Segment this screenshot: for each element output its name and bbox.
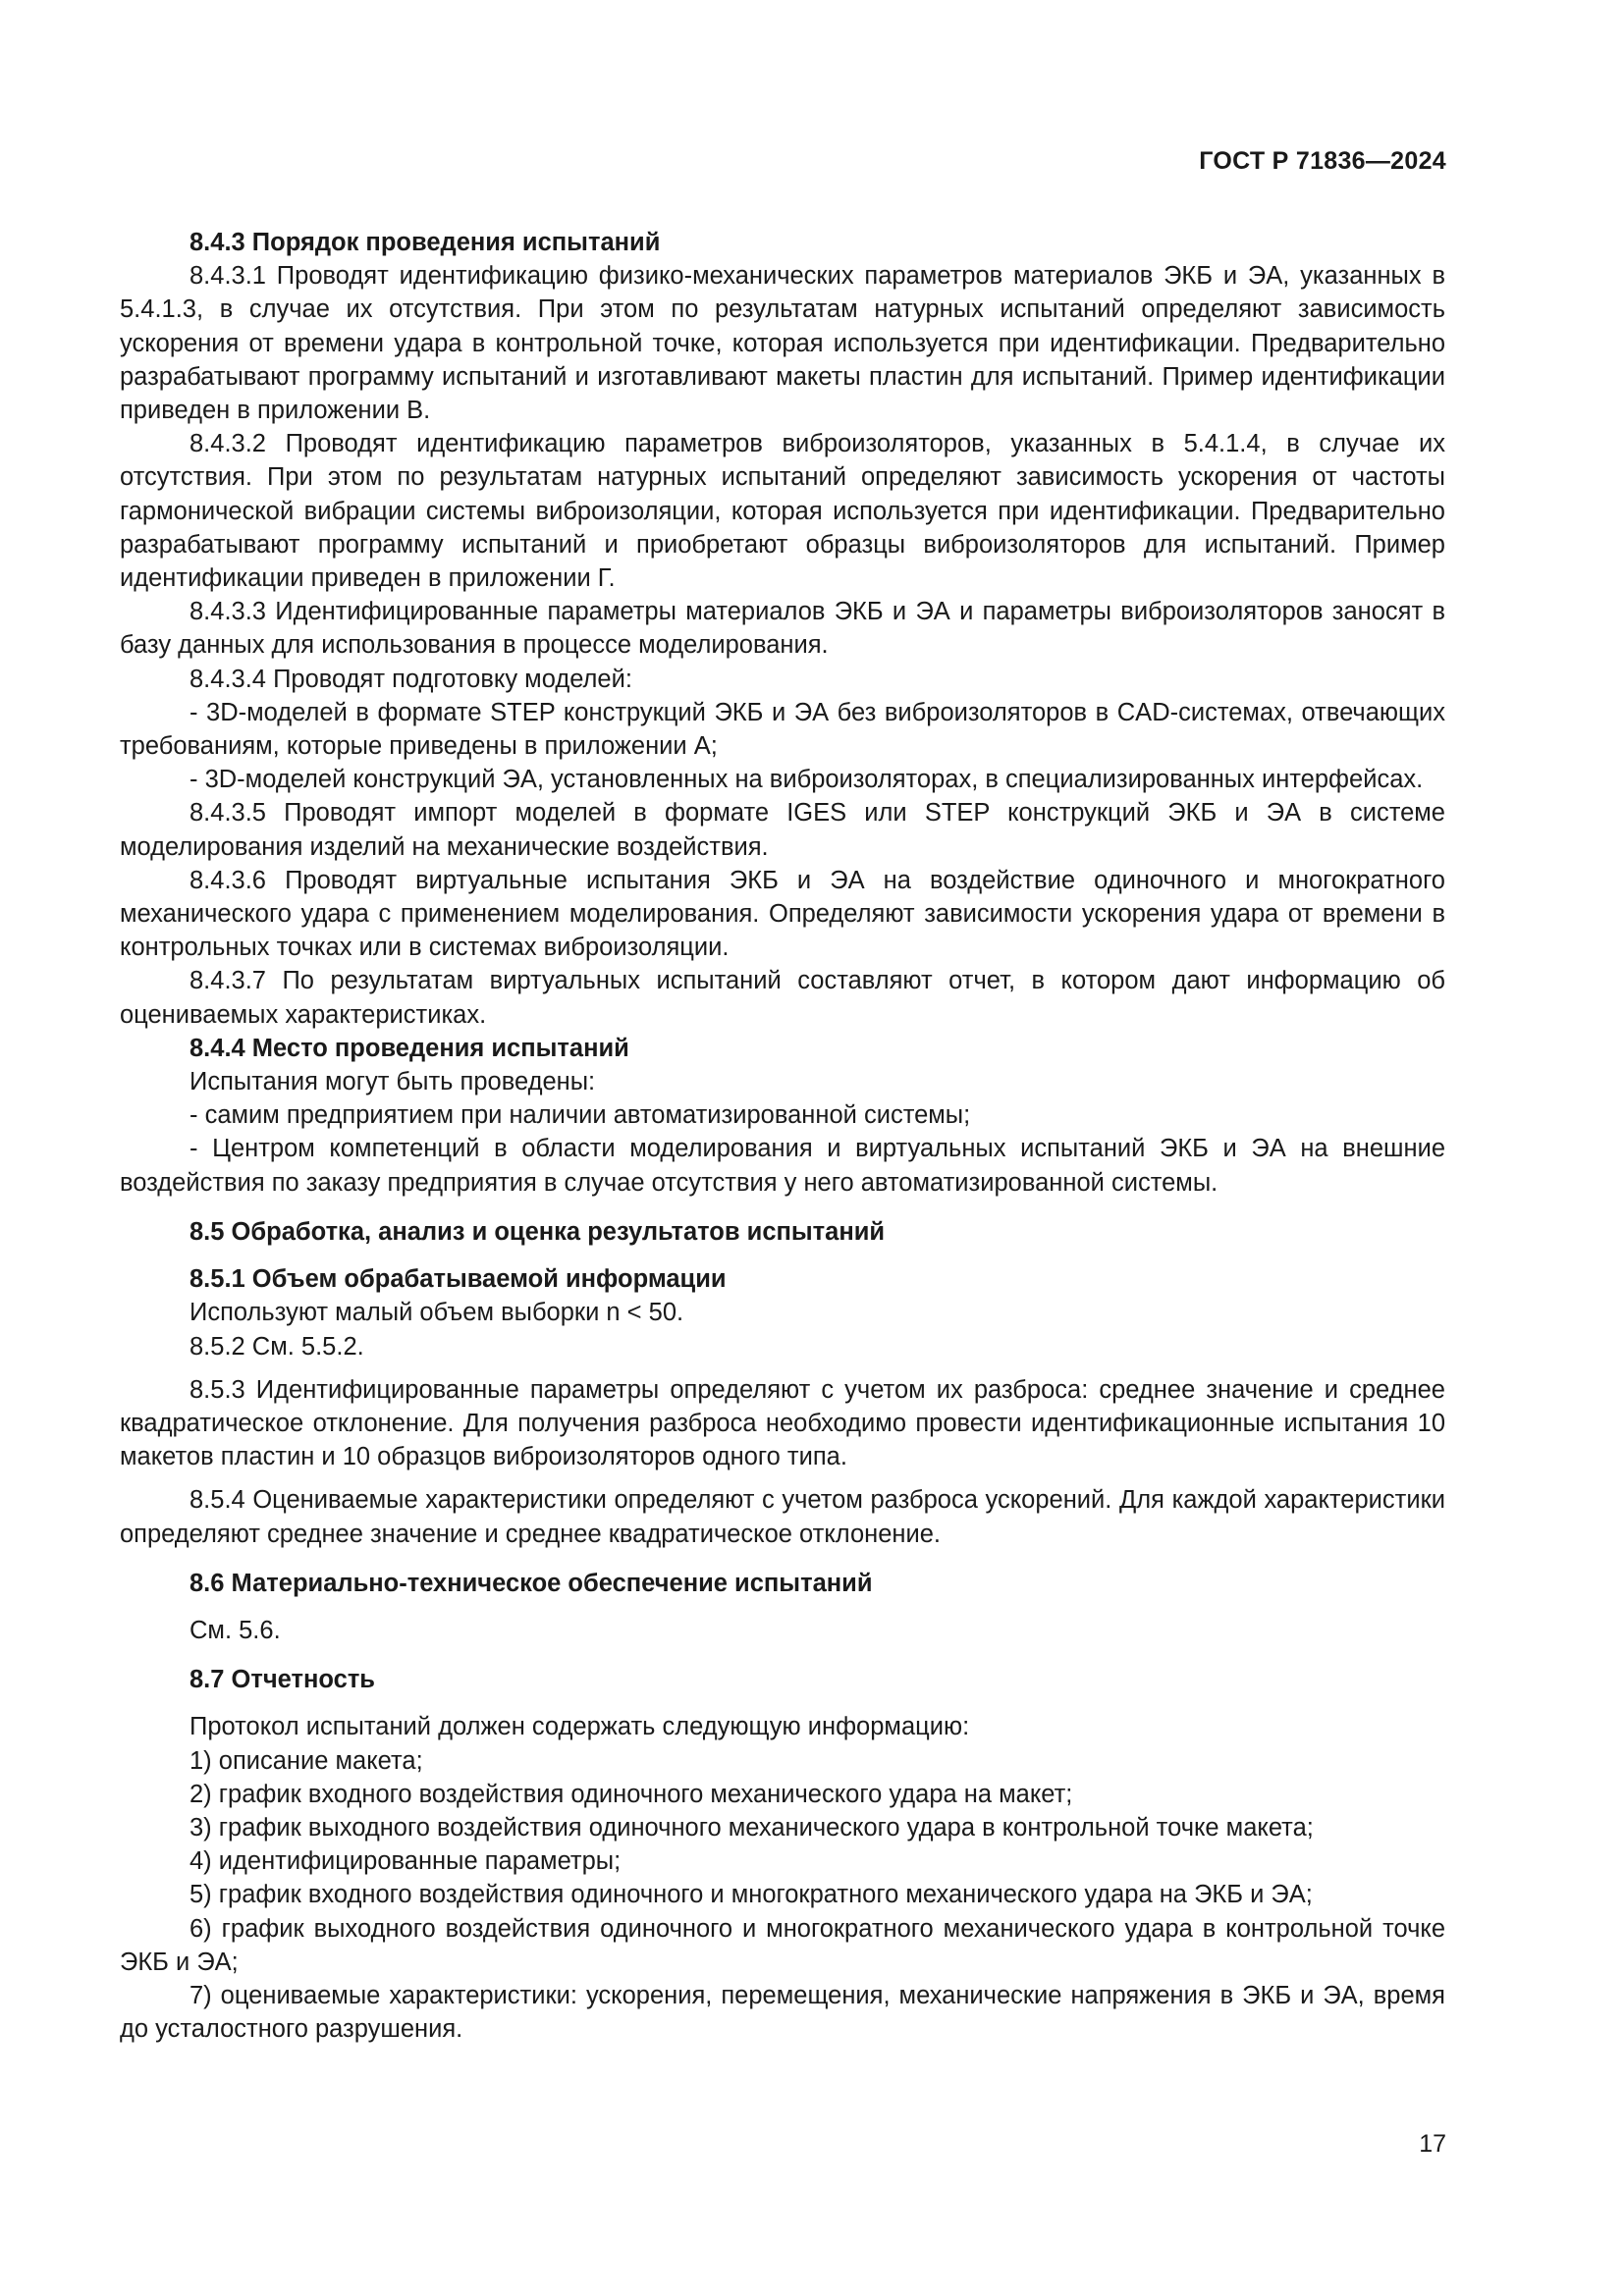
paragraph: 8.4.3.5 Проводят импорт моделей в формате IGES или STEP конструкций ЭКБ и ЭА в системе моделирования изделий на механические воздействия. xyxy=(120,799,1445,861)
section-heading: 8.5 Обработка, анализ и оценка результатов испытаний xyxy=(189,1217,886,1246)
paragraph: - Центром компетенций в области моделирования и виртуальных испытаний ЭКБ и ЭА на внешние воздействия по заказу предприятия в случае отсутствия у него автоматизированной системы. xyxy=(120,1135,1445,1197)
paragraph: 7) оцениваемые характеристики: ускорения, перемещения, механические напряжения в ЭКБ и ЭА, время до усталостного разрушения. xyxy=(120,1981,1445,2044)
subsection-heading: 8.4.4 Место проведения испытаний xyxy=(189,1034,629,1062)
paragraph: 6) график выходного воздействия одиночного и многократного механического удара в контрольной точке ЭКБ и ЭА; xyxy=(120,1914,1445,1976)
paragraph: 8.4.3.2 Проводят идентификацию параметров виброизоляторов, указанных в 5.4.1.4, в случае их отсутствия. При этом по результатам натурных испытаний определяют зависимость ускорения от частоты гармонической вибрации системы виброизоляции, которая используется при идентификации. Предварительно разрабатывают программу испытаний и приобретают образцы виброизоляторов для испытаний. Пример идентификации приведен в приложении Г. xyxy=(120,430,1445,593)
section-heading: 8.7 Отчетность xyxy=(189,1666,375,1694)
paragraph: 8.5.3 Идентифицированные параметры определяют с учетом их разброса: среднее значение и среднее квадратическое отклонение. Для получения разброса необходимо провести идентификационные испытания 10 макетов пластин и 10 образцов виброизоляторов одного типа. xyxy=(120,1375,1445,1471)
paragraph: Испытания могут быть проведены: xyxy=(189,1068,596,1096)
subsection-heading: 8.4.3 Порядок проведения испытаний xyxy=(189,229,661,256)
paragraph: 8.4.3.1 Проводят идентификацию физико-механических параметров материалов ЭКБ и ЭА, указанных в 5.4.1.3, в случае их отсутствия. При этом по результатам натурных испытаний определяют зависимость ускорения от времени удара в контрольной точке, которая используется при идентификации. Предварительно разрабатывают программу испытаний и изготавливают макеты пластин для испытаний. Пример идентификации приведен в приложении В. xyxy=(120,262,1445,425)
paragraph: 8.4.3.7 По результатам виртуальных испытаний составляют отчет, в котором дают информацию об оцениваемых характеристиках. xyxy=(120,967,1445,1029)
paragraph: 8.4.3.3 Идентифицированные параметры материалов ЭКБ и ЭА и параметры виброизоляторов заносят в базу данных для использования в процессе моделирования. xyxy=(120,598,1445,660)
paragraph: 5) график входного воздействия одиночного и многократного механического удара на ЭКБ и ЭА; xyxy=(189,1881,1313,1909)
paragraph: Используют малый объем выборки n < 50. xyxy=(189,1299,684,1327)
paragraph: - 3D-моделей в формате STEP конструкций ЭКБ и ЭА без виброизоляторов в CAD-системах, отвечающих требованиям, которые приведены в приложении А; xyxy=(120,698,1445,761)
section-heading: 8.6 Материально-техническое обеспечение испытаний xyxy=(189,1569,873,1597)
paragraph: 8.4.3.6 Проводят виртуальные испытания ЭКБ и ЭА на воздействие одиночного и многократного механического удара с применением моделирования. Определяют зависимости ускорения удара от времени в контрольных точках или в системах виброизоляции. xyxy=(120,866,1445,962)
paragraph: 2) график входного воздействия одиночного механического удара на макет; xyxy=(189,1780,1073,1808)
paragraph: Протокол испытаний должен содержать следующую информацию: xyxy=(189,1713,970,1741)
paragraph: См. 5.6. xyxy=(189,1616,281,1644)
paragraph: 1) описание макета; xyxy=(189,1746,423,1775)
paragraph: 4) идентифицированные параметры; xyxy=(189,1847,622,1876)
paragraph: 3) график выходного воздействия одиночного механического удара в контрольной точке макета; xyxy=(189,1813,1314,1842)
paragraph: 8.5.2 См. 5.5.2. xyxy=(189,1332,364,1361)
paragraph: 8.4.3.4 Проводят подготовку моделей: xyxy=(189,665,632,693)
page-number: 17 xyxy=(1419,2130,1446,2158)
paragraph: 8.5.4 Оцениваемые характеристики определяют с учетом разброса ускорений. Для каждой характеристики определяют среднее значение и среднее квадратическое отклонение. xyxy=(120,1486,1445,1548)
document-body xyxy=(120,226,1445,2046)
paragraph: - самим предприятием при наличии автоматизированной системы; xyxy=(189,1101,971,1130)
subsection-heading: 8.5.1 Объем обрабатываемой информации xyxy=(189,1265,727,1294)
document-code-header: ГОСТ Р 71836—2024 xyxy=(1199,147,1446,175)
paragraph: - 3D-моделей конструкций ЭА, установленных на виброизоляторах, в специализированных интерфейсах. xyxy=(189,766,1424,794)
